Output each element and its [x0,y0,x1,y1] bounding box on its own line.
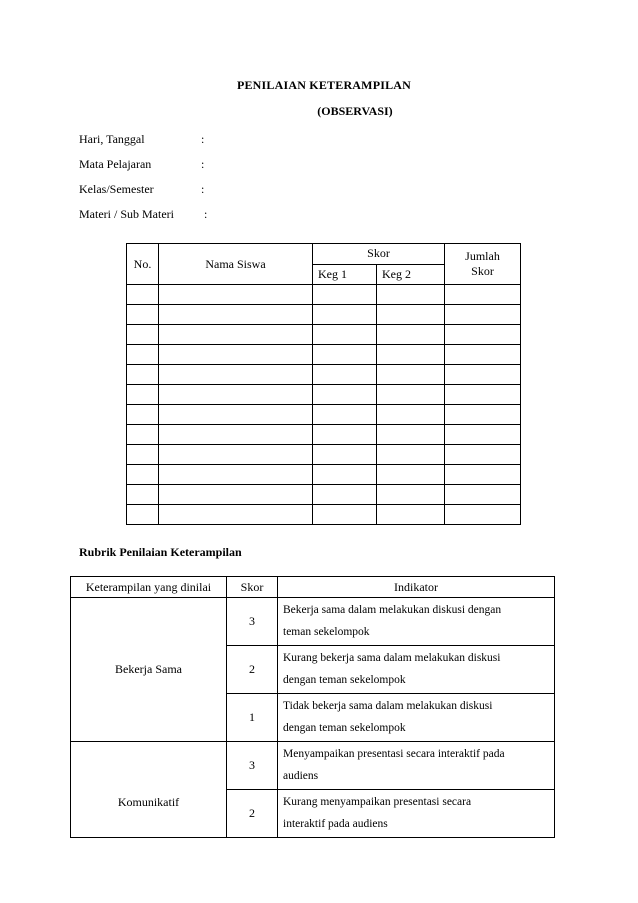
rubric-header-score: Skor [227,577,278,598]
table-cell [377,285,445,305]
table-cell [377,305,445,325]
table-cell [159,465,313,485]
info-colon: : [201,182,205,196]
table-cell [445,505,521,525]
rubric-table [70,576,555,838]
indicator-line1: Menyampaikan presentasi secara interaktif pada [283,748,505,760]
table-cell [377,465,445,485]
table-cell [313,285,377,305]
table-cell [313,385,377,405]
table-cell [127,405,159,425]
rubric-skill-bekerja-sama: Bekerja Sama [71,598,227,742]
rubric-header-indicator: Indikator [278,577,555,598]
table-cell [313,445,377,465]
table-cell [313,365,377,385]
info-row-kelas-semester [79,182,379,207]
table-cell [445,285,521,305]
table-cell [127,345,159,365]
indicator-line1: Kurang bekerja sama dalam melakukan diskusi [283,652,501,664]
table-row [127,465,521,485]
indicator-line2: dengan teman sekelompok [283,674,406,686]
table-cell [377,425,445,445]
header-keg1: Keg 1 [313,264,377,285]
header-skor: Skor [313,244,445,265]
table-cell [377,325,445,345]
header-jumlah-line1: Jumlah [465,249,500,263]
table-row [127,405,521,425]
table-cell [377,405,445,425]
table-row [127,305,521,325]
indicator-line1: Kurang menyampaikan presentasi secara [283,796,472,808]
info-row-hari-tanggal [79,132,379,157]
table-cell [313,325,377,345]
table-cell [127,365,159,385]
table-cell [313,405,377,425]
table-cell [445,345,521,365]
table-cell [159,325,313,345]
table-cell [377,345,445,365]
table-cell [127,305,159,325]
rubric-score: 2 [227,790,278,838]
info-colon: : [201,132,205,146]
page-title: PENILAIAN KETERAMPILAN [236,78,412,92]
table-cell [127,385,159,405]
table-cell [159,285,313,305]
rubric-title: Rubrik Penilaian Keterampilan [79,545,242,559]
rubric-indicator [278,598,555,646]
rubric-indicator [278,742,555,790]
info-colon: : [201,157,205,171]
table-cell [445,325,521,345]
table-cell [445,445,521,465]
indicator-line1: Tidak bekerja sama dalam melakukan diskusi [283,700,493,712]
rubric-indicator [278,646,555,694]
info-row-mata-pelajaran [79,157,379,182]
header-jumlah-line2: Skor [471,264,494,278]
table-cell [313,345,377,365]
rubric-header-row [71,577,555,598]
table-cell [127,485,159,505]
table-cell [159,485,313,505]
indicator-line1: Bekerja sama dalam melakukan diskusi dengan [283,604,502,616]
score-table-body [127,285,521,525]
indicator-line2: dengan teman sekelompok [283,722,406,734]
table-row [127,505,521,525]
header-nama-siswa: Nama Siswa [159,244,313,285]
page-subtitle: (OBSERVASI) [317,104,393,118]
info-label: Materi / Sub Materi [79,207,174,221]
table-row [127,485,521,505]
rubric-score: 2 [227,646,278,694]
table-cell [127,285,159,305]
table-cell [159,365,313,385]
indicator-line2: teman sekelompok [283,626,370,638]
table-cell [445,385,521,405]
rubric-indicator [278,694,555,742]
table-cell [313,485,377,505]
table-cell [127,465,159,485]
table-cell [445,465,521,485]
table-cell [159,505,313,525]
table-cell [159,345,313,365]
table-cell [159,445,313,465]
table-cell [377,445,445,465]
rubric-score: 3 [227,598,278,646]
info-fields [79,132,379,232]
table-cell [445,305,521,325]
indicator-line2: audiens [283,770,319,782]
table-cell [313,425,377,445]
table-cell [377,505,445,525]
table-cell [159,425,313,445]
info-row-materi [79,207,379,232]
table-cell [159,385,313,405]
indicator-line2: interaktif pada audiens [283,818,388,830]
table-cell [377,365,445,385]
rubric-score: 3 [227,742,278,790]
score-table [126,243,521,525]
table-cell [313,465,377,485]
info-label: Mata Pelajaran [79,157,152,171]
table-row [127,365,521,385]
table-row [127,385,521,405]
rubric-row [71,742,555,790]
rubric-row [71,598,555,646]
info-label: Hari, Tanggal [79,132,145,146]
table-cell [313,305,377,325]
table-cell [159,305,313,325]
table-row [127,345,521,365]
table-cell [445,365,521,385]
rubric-header-skill: Keterampilan yang dinilai [71,577,227,598]
header-keg2: Keg 2 [377,264,445,285]
table-cell [127,445,159,465]
header-jumlah-skor [445,244,521,285]
table-cell [377,485,445,505]
rubric-skill-komunikatif: Komunikatif [71,742,227,838]
table-cell [445,425,521,445]
table-row [127,285,521,305]
table-cell [445,405,521,425]
table-cell [127,325,159,345]
header-no: No. [127,244,159,285]
score-header-row [127,244,521,265]
rubric-score: 1 [227,694,278,742]
table-row [127,325,521,345]
table-cell [445,485,521,505]
info-colon: : [204,207,208,221]
info-label: Kelas/Semester [79,182,154,196]
table-row [127,445,521,465]
table-cell [127,425,159,445]
table-cell [313,505,377,525]
table-cell [159,405,313,425]
rubric-indicator [278,790,555,838]
table-cell [377,385,445,405]
table-cell [127,505,159,525]
table-row [127,425,521,445]
